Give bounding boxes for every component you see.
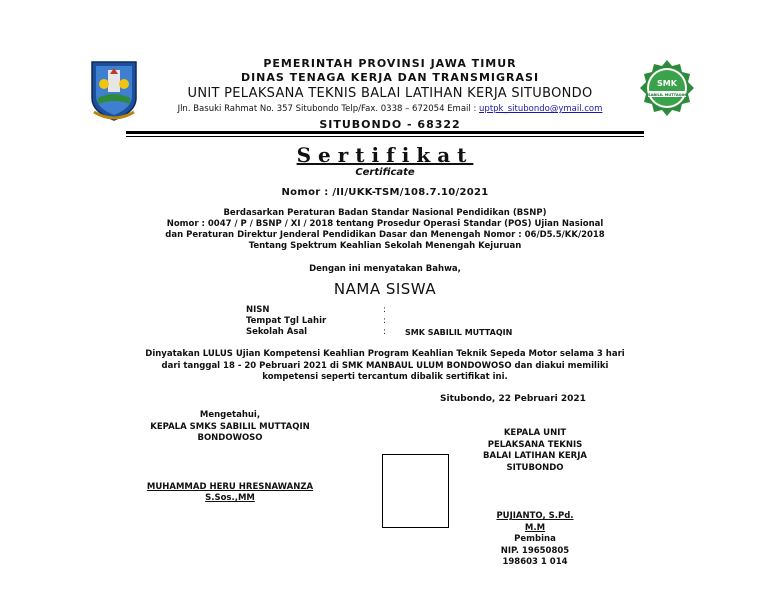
field-label-birth: Tempat Tgl Lahir [246,316,327,326]
right-sig-line-3: BALAI LATIHAN KERJA [483,451,587,461]
header-line-1: PEMERINTAH PROVINSI JAWA TIMUR [263,57,517,70]
statement-line-3: kompetensi seperti tercantum dibalik sertifikat ini. [262,372,508,382]
header-city: SITUBONDO - 68322 [319,118,461,131]
left-signer-name: MUHAMMAD HERU HRESNAWANZA [146,482,314,492]
basis-line-4: Tentang Spektrum Keahlian Sekolah Menengah Kejuruan [248,241,522,251]
address-text: Jln. Basuki Rahmat No. 357 Situbondo Telp/Fax. 0338 – 672054 Email : [177,104,480,114]
header-divider-thick [126,131,644,134]
certificate-number: Nomor : /II/UKK-TSM/108.7.10/2021 [281,187,489,198]
basis-line-3: dan Peraturan Direktur Jenderal Pendidikan Dasar dan Menengah Nomor : 06/D5.5/KK/2018 [165,230,605,240]
header-divider-thin [126,136,644,137]
email-link[interactable]: uptpk_situbondo@ymail.com [479,104,603,114]
logo-text: SMK [657,79,677,88]
right-signature-block [455,428,615,474]
left-signer-title: S.Sos.,MM [205,493,255,503]
header-line-3: UNIT PELAKSANA TEKNIS BALAI LATIHAN KERJA SITUBONDO [187,86,593,101]
field-label-school: Sekolah Asal [246,327,308,337]
left-sig-line-2: KEPALA SMKS SABILIL MUTTAQIN [150,421,310,432]
right-sig-line-1: KEPALA UNIT [503,428,567,438]
right-signer-nip-2: 198603 1 014 [502,557,568,567]
statement-line-1: Dinyatakan LULUS Ujian Kompetensi Keahlian Program Keahlian Teknik Sepeda Motor selama 3 hari [145,349,625,359]
left-sig-line-3: BONDOWOSO [197,433,263,443]
header-line-2: DINAS TENAGA KERJA DAN TRANSMIGRASI [240,71,540,84]
statement [130,349,640,384]
basis-line-1: Berdasarkan Peraturan Badan Standar Nasional Pendidikan (BSNP) [223,208,547,218]
basis-line-2: Nomor : 0047 / P / BSNP / XI / 2018 tentang Prosedur Operasi Standar (POS) Ujian Nasional [166,219,604,229]
certificate-title-text: Sertifikat [296,143,474,167]
student-name: NAMA SISWA [333,280,437,298]
field-colon-birth: : [383,316,386,326]
field-value-school: SMK SABILIL MUTTAQIN [405,328,513,337]
certificate-subtitle: Certificate [355,167,415,178]
header-address [140,104,640,114]
declaration-text: Dengan ini menyatakan Bahwa, [309,264,461,274]
statement-line-2: dari tanggal 18 - 20 Pebruari 2021 di SMK MANBAUL ULUM BONDOWOSO dan diakui memiliki [161,360,609,371]
right-signer-name: PUJIANTO, S.Pd. [496,511,574,521]
right-sig-line-2: PELAKSANA TEKNIS [487,439,583,450]
right-signer-rank: Pembina [514,534,556,544]
logo-subtext: SABILIL MUTTAQIN [648,93,686,97]
place-date: Situbondo, 22 Pebruari 2021 [440,394,586,404]
east-java-emblem-logo [88,58,140,122]
smk-school-logo [638,58,696,122]
photo-placeholder [382,454,449,528]
right-signer-details [455,511,615,569]
certificate-title [200,143,570,167]
left-signature-block [130,410,330,445]
right-signer-nip-1: NIP. 19650805 [500,545,570,556]
right-sig-line-4: SITUBONDO [506,462,564,473]
left-sig-line-1: Mengetahui, [199,410,261,420]
field-colon-nisn: : [383,305,386,315]
right-signer-title: M.M [524,522,546,533]
field-label-nisn: NISN [246,305,270,315]
field-colon-school: : [383,327,386,337]
